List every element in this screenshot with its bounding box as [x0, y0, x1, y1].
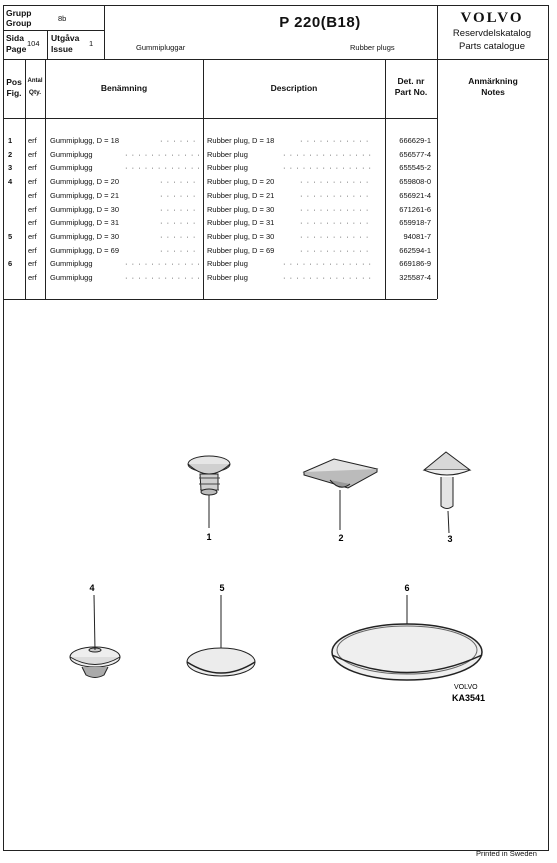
- row-part: 669186-9: [399, 259, 431, 268]
- row-desc: Rubber plug, D = 30: [207, 205, 275, 214]
- figure-label-4: 4: [89, 583, 95, 593]
- page-label-en: Page: [6, 44, 27, 54]
- row-part: 666629-1: [399, 136, 431, 145]
- row-name: Gummiplugg, D = 30: [50, 232, 119, 241]
- row-name: Gummiplugg: [50, 163, 93, 172]
- leader-dots: · · · · · · · · · · · ·: [125, 259, 201, 268]
- header-vline: [104, 5, 105, 59]
- leader-dots: · · · · · ·: [160, 177, 197, 186]
- leader-dots: · · · · · · · · · · · · · ·: [283, 259, 373, 268]
- stamp-line2: KA3541: [452, 693, 486, 703]
- catalog-en: Parts catalogue: [458, 41, 525, 52]
- row-part: 325587-4: [399, 273, 431, 282]
- figure-label-2: 2: [338, 533, 344, 543]
- col-qty-sv: Antal: [27, 78, 43, 84]
- header-vline: [437, 5, 438, 59]
- leader-dots: · · · · · ·: [160, 246, 197, 255]
- row-qty: erf: [28, 191, 37, 200]
- row-pos: 5: [8, 232, 13, 241]
- row-desc: Rubber plug, D = 18: [207, 136, 275, 145]
- col-qty-en: Qty.: [28, 89, 42, 96]
- plug-4-drawing: [70, 595, 120, 678]
- figure-label-5: 5: [219, 583, 225, 593]
- col-pos-en: Fig.: [6, 88, 22, 98]
- group-label-sv: Grupp: [6, 8, 32, 18]
- row-name: Gummiplugg, D = 21: [50, 191, 119, 200]
- row-qty: erf: [28, 136, 37, 145]
- row-qty: erf: [28, 218, 37, 227]
- row-name: Gummiplugg: [50, 273, 93, 282]
- row-qty: erf: [28, 150, 37, 159]
- subtitle-en: Rubber plugs: [350, 43, 395, 52]
- row-name: Gummiplugg, D = 30: [50, 205, 119, 214]
- parts-illustration: [0, 300, 557, 720]
- group-value: 8b: [58, 14, 67, 23]
- leader-dots: · · · · · · · · · · · ·: [125, 163, 201, 172]
- col-description: Description: [270, 83, 318, 93]
- issue-label-en: Issue: [51, 44, 73, 54]
- stamp-line1: VOLVO: [454, 684, 478, 691]
- brand-logo: VOLVO: [460, 10, 524, 26]
- row-desc: Rubber plug: [207, 273, 248, 282]
- group-label-en: Group: [6, 18, 32, 28]
- leader-dots: · · · · · · · · · · ·: [300, 191, 370, 200]
- leader-dots: · · · · · ·: [160, 218, 197, 227]
- col-notes-en: Notes: [481, 87, 505, 97]
- page-value: 104: [27, 39, 40, 48]
- row-name: Gummiplugg, D = 20: [50, 177, 119, 186]
- row-part: 656577-4: [399, 150, 431, 159]
- header-divider: [3, 30, 104, 31]
- leader-dots: · · · · · ·: [160, 205, 197, 214]
- row-desc: Rubber plug, D = 30: [207, 232, 275, 241]
- row-part: 671261-6: [399, 205, 431, 214]
- page-title: P 220(B18): [279, 14, 361, 31]
- row-desc: Rubber plug, D = 31: [207, 218, 275, 227]
- issue-label-sv: Utgåva: [51, 33, 80, 43]
- col-name: Benämning: [100, 83, 148, 93]
- row-desc: Rubber plug: [207, 150, 248, 159]
- col-partno-sv: Det. nr: [397, 76, 425, 86]
- row-name: Gummiplugg: [50, 259, 93, 268]
- leader-dots: · · · · · · · · · · ·: [300, 232, 370, 241]
- leader-dots: · · · · · ·: [160, 136, 197, 145]
- plug-5-drawing: [187, 595, 255, 676]
- column-line: [203, 59, 204, 299]
- header-vline: [47, 30, 48, 59]
- col-pos-sv: Pos: [6, 77, 22, 87]
- row-qty: erf: [28, 259, 37, 268]
- figure-label-3: 3: [447, 534, 453, 544]
- row-pos: 1: [8, 136, 13, 145]
- row-qty: erf: [28, 232, 37, 241]
- plug-2-drawing: [304, 459, 377, 530]
- col-partno-en: Part No.: [394, 87, 428, 97]
- row-name: Gummiplugg, D = 69: [50, 246, 119, 255]
- plug-3-drawing: [424, 452, 470, 533]
- figure-label-6: 6: [404, 583, 410, 593]
- row-pos: 6: [8, 259, 13, 268]
- leader-dots: · · · · · · · · · · ·: [300, 136, 370, 145]
- leader-dots: · · · · · · · · · · ·: [300, 177, 370, 186]
- row-part: 94081-7: [403, 232, 431, 241]
- leader-dots: · · · · · · · · · · · · · ·: [283, 273, 373, 282]
- leader-dots: · · · · · · · · · · ·: [300, 205, 370, 214]
- row-pos: 4: [8, 177, 13, 186]
- column-line: [45, 59, 46, 299]
- row-part: 662594-1: [399, 246, 431, 255]
- plug-1-drawing: [188, 456, 230, 528]
- leader-dots: · · · · · · · · · · · ·: [125, 273, 201, 282]
- figure-label-1: 1: [206, 532, 212, 542]
- leader-dots: · · · · · · · · · · ·: [300, 246, 370, 255]
- leader-dots: · · · · · · · · · · · · · ·: [283, 150, 373, 159]
- printed-in: Printed in Sweden: [476, 849, 537, 858]
- row-qty: erf: [28, 205, 37, 214]
- row-name: Gummiplugg, D = 31: [50, 218, 119, 227]
- row-desc: Rubber plug: [207, 163, 248, 172]
- row-desc: Rubber plug, D = 69: [207, 246, 275, 255]
- row-qty: erf: [28, 246, 37, 255]
- leader-dots: · · · · · ·: [160, 232, 197, 241]
- row-qty: erf: [28, 163, 37, 172]
- row-desc: Rubber plug: [207, 259, 248, 268]
- row-part: 659808-0: [399, 177, 431, 186]
- subtitle-sv: Gummipluggar: [136, 43, 186, 52]
- page-label-sv: Sida: [6, 33, 24, 43]
- issue-value: 1: [89, 39, 94, 48]
- leader-dots: · · · · · · · · · · · · · ·: [283, 163, 373, 172]
- column-header-bottom-line: [3, 118, 437, 119]
- row-name: Gummiplugg: [50, 150, 93, 159]
- leader-dots: · · · · · ·: [160, 191, 197, 200]
- row-qty: erf: [28, 177, 37, 186]
- header-bottom-line: [3, 59, 549, 60]
- col-notes-sv: Anmärkning: [468, 76, 518, 86]
- row-pos: 3: [8, 163, 13, 172]
- plug-6-drawing: [332, 595, 482, 680]
- row-pos: 2: [8, 150, 13, 159]
- row-part: 656921-4: [399, 191, 431, 200]
- row-desc: Rubber plug, D = 21: [207, 191, 275, 200]
- leader-dots: · · · · · · · · · · · ·: [125, 150, 201, 159]
- row-part: 655545-2: [399, 163, 431, 172]
- row-qty: erf: [28, 273, 37, 282]
- row-name: Gummiplugg, D = 18: [50, 136, 119, 145]
- catalog-sv: Reservdelskatalog: [452, 28, 532, 39]
- leader-dots: · · · · · · · · · · ·: [300, 218, 370, 227]
- row-desc: Rubber plug, D = 20: [207, 177, 275, 186]
- row-part: 659918-7: [399, 218, 431, 227]
